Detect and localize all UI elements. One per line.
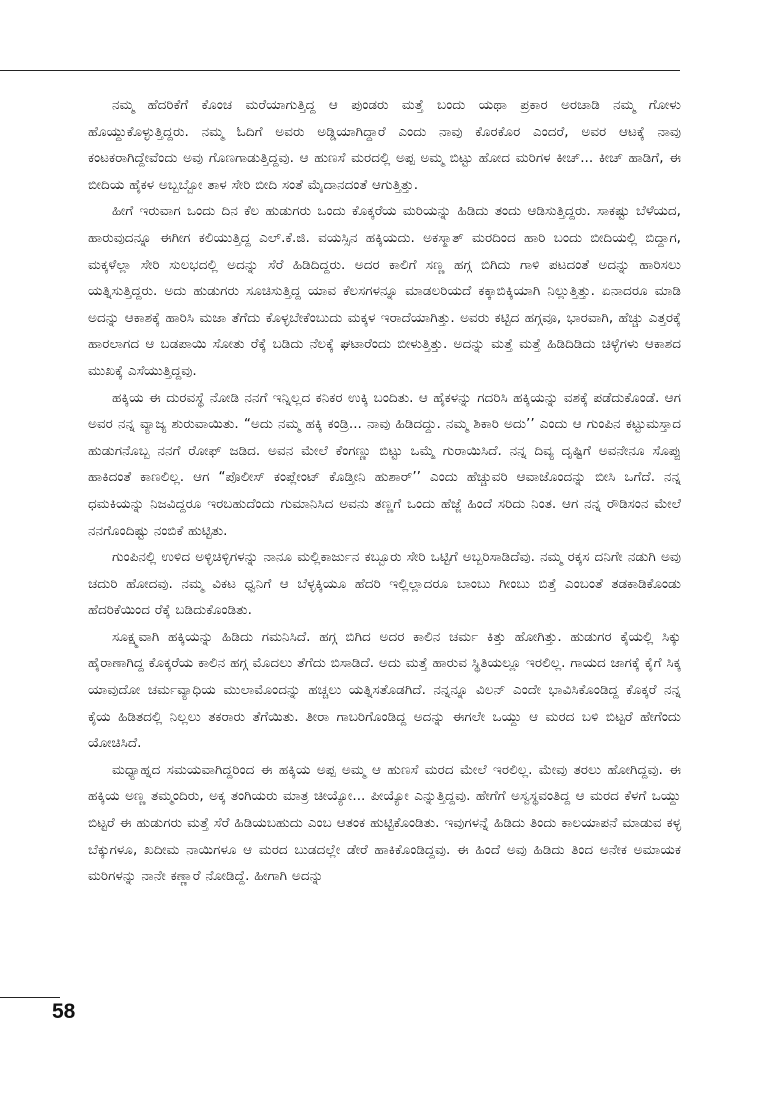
paragraph: ಹಕ್ಕಿಯ ಈ ದುರವಸ್ಥೆ ನೋಡಿ ನನಗೆ ಇನ್ನಿಲ್ಲದ ಕನಿಕರ ಉಕ್ಕಿ ಬಂದಿತು. ಆ ಹೈಕಳನ್ನು ಗದರಿಸಿ ಹಕ್ಕಿಯನ್ನು ವಶಕ್ಕೆ ಪಡೆದುಕೊಂಡೆ. ಆಗ ಅವರ ನನ್ನ ವ್ಯಾಜ್ಯ ಶುರುವಾಯಿತು. “ಅದು ನಮ್ಮ ಹಕ್ಕಿ ಕಂಡ್ರಿ... ನಾವು ಹಿಡಿದದ್ದು. ನಮ್ಮ ಶಿಕಾರಿ ಅದು’’ ಎಂದು ಆ ಗುಂಪಿನ ಕಟ್ಟುಮಸ್ತಾದ ಹುಡುಗನೊಬ್ಬ ನನಗೆ ರೋಫ್ ಜಡಿದ. ಅವನ ಮೇಲೆ ಕೆಂಗಣ್ಣು ಬಿಟ್ಟು ಒಮ್ಮೆ ಗುರಾಯಿಸಿದೆ. ನನ್ನ ದಿವ್ಯ ದೃಷ್ಟಿಗೆ ಅವನೇನೂ ಸೊಪ್ಪು ಹಾಕಿದಂತೆ ಕಾಣಲಿಲ್ಲ. ಆಗ “ಪೊಲೀಸ್ ಕಂಪ್ಲೇಂಟ್ ಕೊಡ್ತೀನಿ ಹುಶಾರ್’’ ಎಂದು ಹೆಚ್ಚುವರಿ ಆವಾಜೊಂದನ್ನು ಬೀಸಿ ಒಗೆದೆ. ನನ್ನ ಧಮಕಿಯನ್ನು ನಿಜವಿದ್ದರೂ ಇರಬಹುದೆಂದು ಗುಮಾನಿಸಿದ ಅವನು ತಣ್ಣಗೆ ಒಂದು ಹೆಜ್ಜೆ ಹಿಂದೆ ಸರಿದು ನಿಂತ. ಆಗ ನನ್ನ ರೌಡಿಸಂನ ಮೇಲೆ ನನಗೊಂದಿಷ್ಟು ನಂಬಿಕೆ ಹುಟ್ಟಿತು. <box>88 389 681 539</box>
body-text <box>88 92 681 890</box>
footer-rule <box>0 997 60 998</box>
page-number: 58 <box>52 1000 76 1023</box>
paragraph: ಸೂಕ್ಷ್ಮವಾಗಿ ಹಕ್ಕಿಯನ್ನು ಹಿಡಿದು ಗಮನಿಸಿದೆ. ಹಗ್ಗ ಬಿಗಿದ ಅದರ ಕಾಲಿನ ಚರ್ಮ ಕಿತ್ತು ಹೋಗಿತ್ತು. ಹುಡುಗರ ಕೈಯಲ್ಲಿ ಸಿಕ್ಕು ಹೈರಾಣಾಗಿದ್ದ ಕೊಕ್ಕರೆಯ ಕಾಲಿನ ಹಗ್ಗ ಮೊದಲು ತೆಗೆದು ಬಿಸಾಡಿದೆ. ಅದು ಮತ್ತೆ ಹಾರುವ ಸ್ಥಿತಿಯಲ್ಲೂ ಇರಲಿಲ್ಲ. ಗಾಯದ ಜಾಗಕ್ಕೆ ಕೈಗೆ ಸಿಕ್ಕ ಯಾವುದೋ ಚರ್ಮವ್ಯಾಧಿಯ ಮುಲಾಮೊಂದನ್ನು ಹಚ್ಚಲು ಯತ್ನಿಸತೊಡಗಿದೆ. ನನ್ನನ್ನೂ ವಿಲನ್ ಎಂದೇ ಭಾವಿಸಿಕೊಂಡಿದ್ದ ಕೊಕ್ಕರೆ ನನ್ನ ಕೈಯ ಹಿಡಿತದಲ್ಲಿ ನಿಲ್ಲಲು ತಕರಾರು ತೆಗೆಯಿತು. ತೀರಾ ಗಾಬರಿಗೊಂಡಿದ್ದ ಅದನ್ನು ಈಗಲೇ ಒಯ್ದು ಆ ಮರದ ಬಳಿ ಬಿಟ್ಟರೆ ಹೇಗೆಂದು ಯೋಚಿಸಿದೆ. <box>88 628 681 752</box>
paragraph: ಮಧ್ಯಾಹ್ನದ ಸಮಯವಾಗಿದ್ದರಿಂದ ಈ ಹಕ್ಕಿಯ ಅಪ್ಪ ಅಮ್ಮ ಆ ಹುಣಸೆ ಮರದ ಮೇಲೆ ಇರಲಿಲ್ಲ. ಮೇವು ತರಲು ಹೋಗಿದ್ದವು. ಈ ಹಕ್ಕಿಯ ಅಣ್ಣ ತಮ್ಮಂದಿರು, ಅಕ್ಕ ತಂಗಿಯರು ಮಾತ್ರ ಚೀಯ್ಯೋ... ಪೀಯ್ಯೋ ಎನ್ನುತ್ತಿದ್ದವು. ಹೇಗೆಗೆ ಅಸ್ವಸ್ಥವಂತಿದ್ದ ಆ ಮರದ ಕೆಳಗೆ ಒಯ್ದು ಬಿಟ್ಟರೆ ಈ ಹುಡುಗರು ಮತ್ತೆ ಸೆರೆ ಹಿಡಿಯಬಹುದು ಎಂಬ ಆತಂಕ ಹುಟ್ಟಿಕೊಂಡಿತು. ಇವುಗಳನ್ನೆ ಹಿಡಿದು ತಿಂದು ಕಾಲಯಾಪನೆ ಮಾಡುವ ಕಳ್ಳ ಬೆಕ್ಕುಗಳೂ, ಖದೀಮ ನಾಯಿಗಳೂ ಆ ಮರದ ಬುಡದಲ್ಲೇ ಡೇರೆ ಹಾಕಿಕೊಂಡಿದ್ದವು. ಈ ಹಿಂದೆ ಅವು ಹಿಡಿದು ತಿಂದ ಅನೇಕ ಅಮಾಯಕ ಮರಿಗಳನ್ನು ನಾನೇ ಕಣ್ಣಾರೆ ನೋಡಿದ್ದೆ. ಹೀಗಾಗಿ ಅದನ್ನು <box>88 761 681 885</box>
paragraph: ಹೀಗೆ ಇರುವಾಗ ಒಂದು ದಿನ ಕೆಲ ಹುಡುಗರು ಒಂದು ಕೊಕ್ಕರೆಯ ಮರಿಯನ್ನು ಹಿಡಿದು ತಂದು ಆಡಿಸುತ್ತಿದ್ದರು. ಸಾಕಷ್ಟು ಬೆಳೆಯದ, ಹಾರುವುದನ್ನೂ ಈಗೀಗ ಕಲಿಯುತ್ತಿದ್ದ ಎಲ್.ಕೆ.ಜಿ. ವಯಸ್ಸಿನ ಹಕ್ಕಿಯದು. ಅಕಸ್ಮಾತ್ ಮರದಿಂದ ಹಾರಿ ಬಂದು ಬೀದಿಯಲ್ಲಿ ಬಿದ್ದಾಗ, ಮಕ್ಕಳೆಲ್ಲಾ ಸೇರಿ ಸುಲಭದಲ್ಲಿ ಅದನ್ನು ಸೆರೆ ಹಿಡಿದಿದ್ದರು. ಅದರ ಕಾಲಿಗೆ ಸಣ್ಣ ಹಗ್ಗ ಬಿಗಿದು ಗಾಳಿ ಪಟದಂತೆ ಅದನ್ನು ಹಾರಿಸಲು ಯತ್ನಿಸುತ್ತಿದ್ದರು. ಅದು ಹುಡುಗರು ಸೂಚಿಸುತ್ತಿದ್ದ ಯಾವ ಕೆಲಸಗಳನ್ನೂ ಮಾಡಲರಿಯದೆ ಕಕ್ಕಾಬಿಕ್ಕಿಯಾಗಿ ನಿಲ್ಲುತ್ತಿತ್ತು. ಏನಾದರೂ ಮಾಡಿ ಅದನ್ನು ಆಕಾಶಕ್ಕೆ ಹಾರಿಸಿ ಮಜಾ ತೆಗೆದು ಕೊಳ್ಳಬೇಕೆಂಬುದು ಮಕ್ಕಳ ಇರಾದೆಯಾಗಿತ್ತು. ಅವರು ಕಟ್ಟಿದ ಹಗ್ಗವೂ, ಭಾರವಾಗಿ, ಹೆಚ್ಚು ಎತ್ತರಕ್ಕೆ ಹಾರಲಾಗದ ಆ ಬಡಪಾಯಿ ಸೋತು ರೆಕ್ಕೆ ಬಡಿದು ನೆಲಕ್ಕೆ ಘಟಾರೆಂದು ಬೀಳುತ್ತಿತ್ತು. ಅದನ್ನು ಮತ್ತೆ ಮತ್ತೆ ಹಿಡಿದಿಡಿದು ಚಿಳ್ಳೆಗಳು ಆಕಾಶದ ಮುಖಕ್ಕೆ ಎಸೆಯುತ್ತಿದ್ದವು. <box>88 203 681 379</box>
header-rule <box>0 70 680 71</box>
paragraph: ನಮ್ಮ ಹೆದರಿಕೆಗೆ ಕೊಂಚ ಮರೆಯಾಗುತ್ತಿದ್ದ ಆ ಪುಂಡರು ಮತ್ತೆ ಬಂದು ಯಥಾ ಪ್ರಕಾರ ಅರಚಾಡಿ ನಮ್ಮ ಗೋಳು ಹೊಯ್ದುಕೊಳ್ಳುತ್ತಿದ್ದರು. ನಮ್ಮ ಓದಿಗೆ ಅವರು ಅಡ್ಡಿಯಾಗಿದ್ದಾರೆ ಎಂದು ನಾವು ಕೊರಕೊರ ಎಂದರೆ, ಅವರ ಆಟಕ್ಕೆ ನಾವು ಕಂಟಕರಾಗಿದ್ದೇವೆಂದು ಅವು ಗೊಣಗಾಡುತ್ತಿದ್ದವು. ಆ ಹುಣಸೆ ಮರದಲ್ಲಿ ಅಪ್ಪ ಅಮ್ಮ ಬಿಟ್ಟು ಹೋದ ಮರಿಗಳ ಕೀಚ್... ಕೀಚ್ ಹಾಡಿಗೆ, ಈ ಬೀದಿಯ ಹೈಕಳ ಅಬ್ಬಬ್ಬೋ ತಾಳ ಸೇರಿ ಬೀದಿ ಸಂತೆ ಮೈದಾನದಂತೆ ಆಗುತ್ತಿತ್ತು. <box>88 97 681 193</box>
paragraph: ಗುಂಪಿನಲ್ಲಿ ಉಳಿದ ಅಳ್ಳಿಚಿಳ್ಳಿಗಳನ್ನು ನಾನೂ ಮಲ್ಲಿಕಾರ್ಜುನ ಕಬ್ಬೂರು ಸೇರಿ ಒಟ್ಟಿಗೆ ಅಬ್ಬರಿಸಾಡಿದೆವು. ನಮ್ಮ ರಕ್ಕಸ ದನಿಗೇ ನಡುಗಿ ಅವು ಚದುರಿ ಹೋದವು. ನಮ್ಮ ವಿಕಟ ಧ್ವನಿಗೆ ಆ ಬೆಳ್ಳಕ್ಕಿಯೂ ಹೆದರಿ ಇಲ್ಲಿಲ್ಲಾದರೂ ಬಾಂಬು ಗೀಂಬು ಬಿತ್ತೆ ಎಂಬಂತೆ ತಡಕಾಡಿಕೊಂಡು ಹೆದರಿಕೆಯಿಂದ ರೆಕ್ಕೆ ಬಡಿದುಕೊಂಡಿತು. <box>88 549 681 619</box>
